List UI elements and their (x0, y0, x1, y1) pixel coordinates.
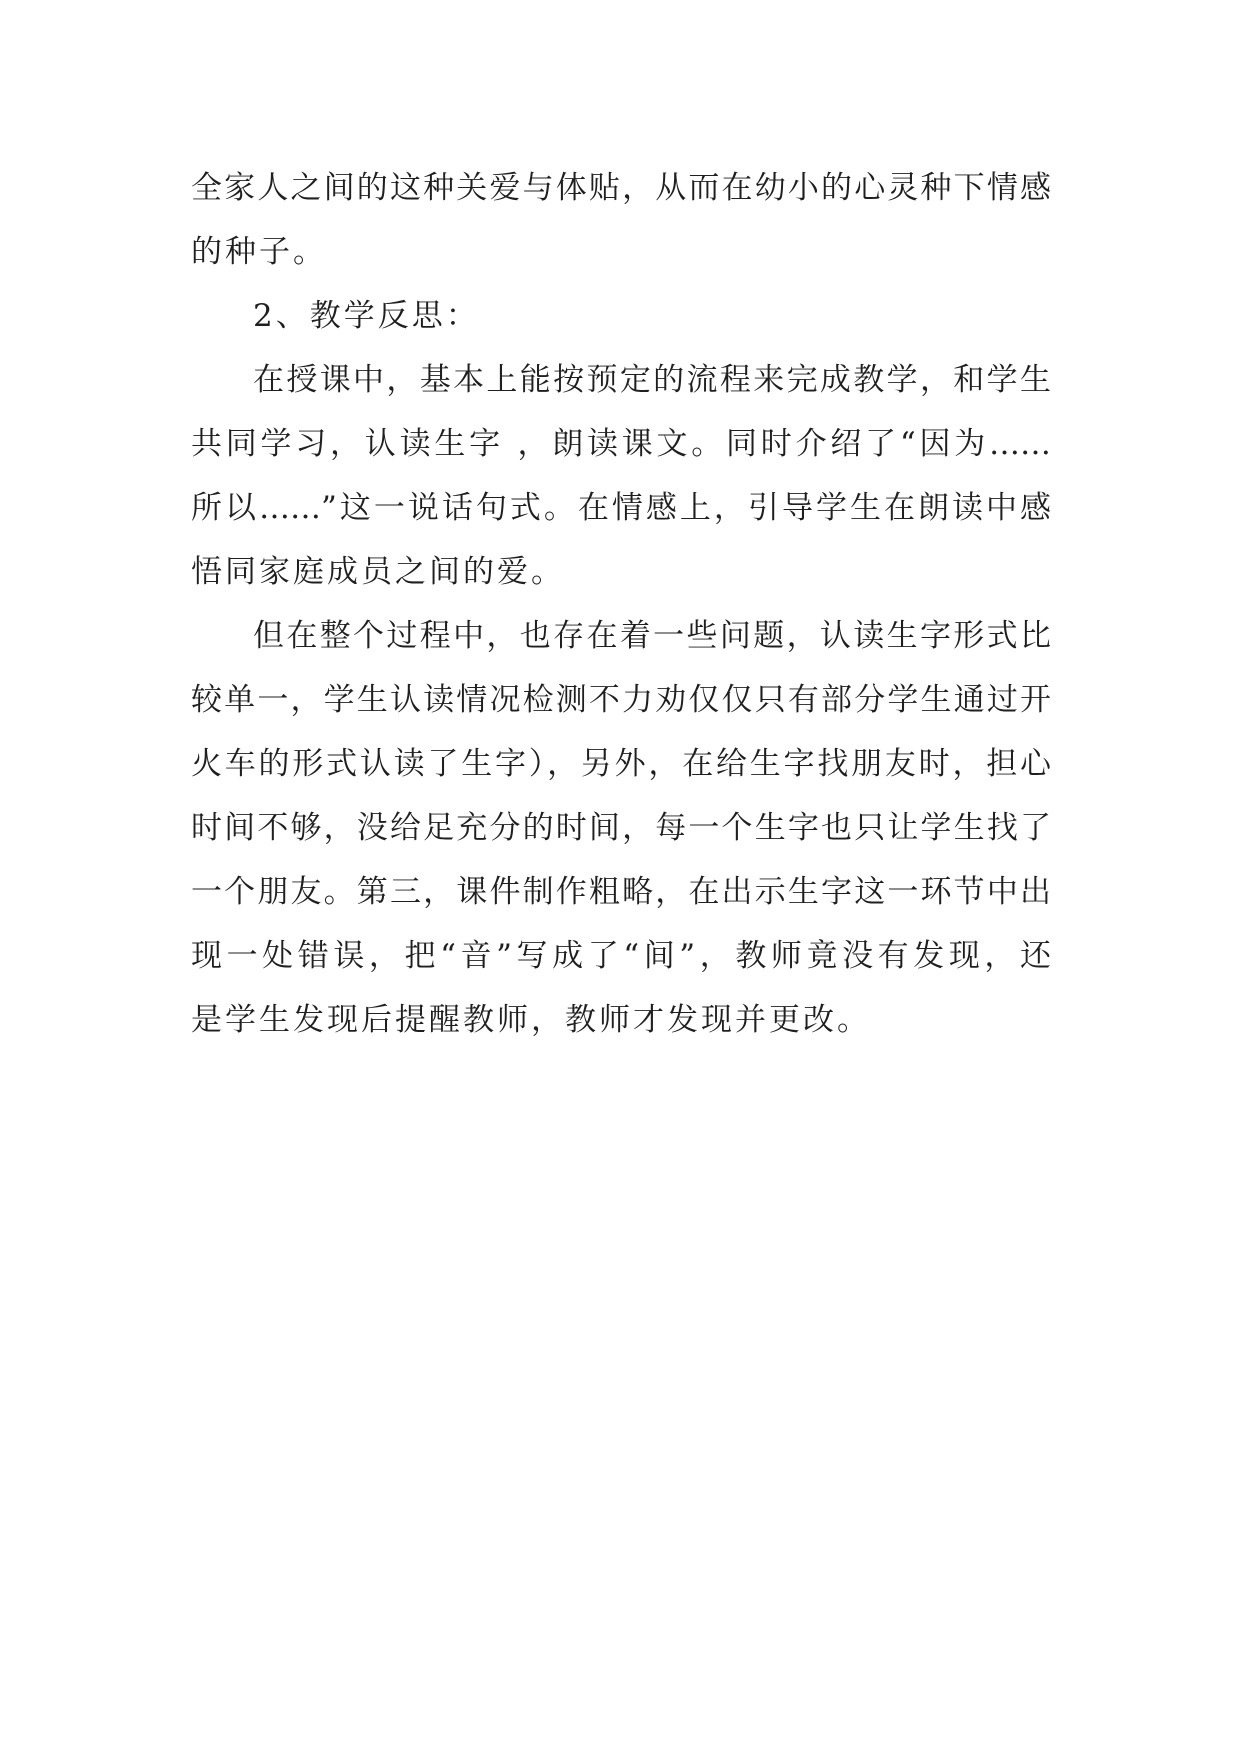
document-body (191, 156, 1051, 1052)
text-line: 全家人之间的这种关爱与体贴，从而在幼小的心灵种下情感 (191, 170, 1051, 206)
section-heading: 2、教学反思： (253, 298, 480, 334)
text-line: 悟同家庭成员之间的爱。 (191, 554, 565, 590)
text-line: 在授课中，基本上能按预定的流程来完成教学，和学生 (253, 362, 1051, 398)
text-line: 火车的形式认读了生字），另外，在给生字找朋友时，担心 (191, 746, 1051, 782)
text-line: 但在整个过程中，也存在着一些问题，认读生字形式比 (253, 618, 1051, 654)
text-line: 共同学习，认读生字 ，朗读课文。同时介绍了“因为…… (191, 426, 1051, 462)
text-line: 时间不够，没给足充分的时间，每一个生字也只让学生找了 (191, 810, 1051, 846)
text-line: 一个朋友。第三，课件制作粗略，在出示生字这一环节中出 (191, 874, 1051, 910)
text-line: 所以……”这一说话句式。在情感上，引导学生在朗读中感 (191, 490, 1051, 526)
text-line: 现一处错误，把“音”写成了“间”，教师竟没有发现，还 (191, 938, 1051, 974)
text-line: 的种子。 (191, 234, 327, 270)
text-line: 是学生发现后提醒教师，教师才发现并更改。 (191, 1002, 871, 1038)
text-line: 较单一，学生认读情况检测不力劝仅仅只有部分学生通过开 (191, 682, 1051, 718)
